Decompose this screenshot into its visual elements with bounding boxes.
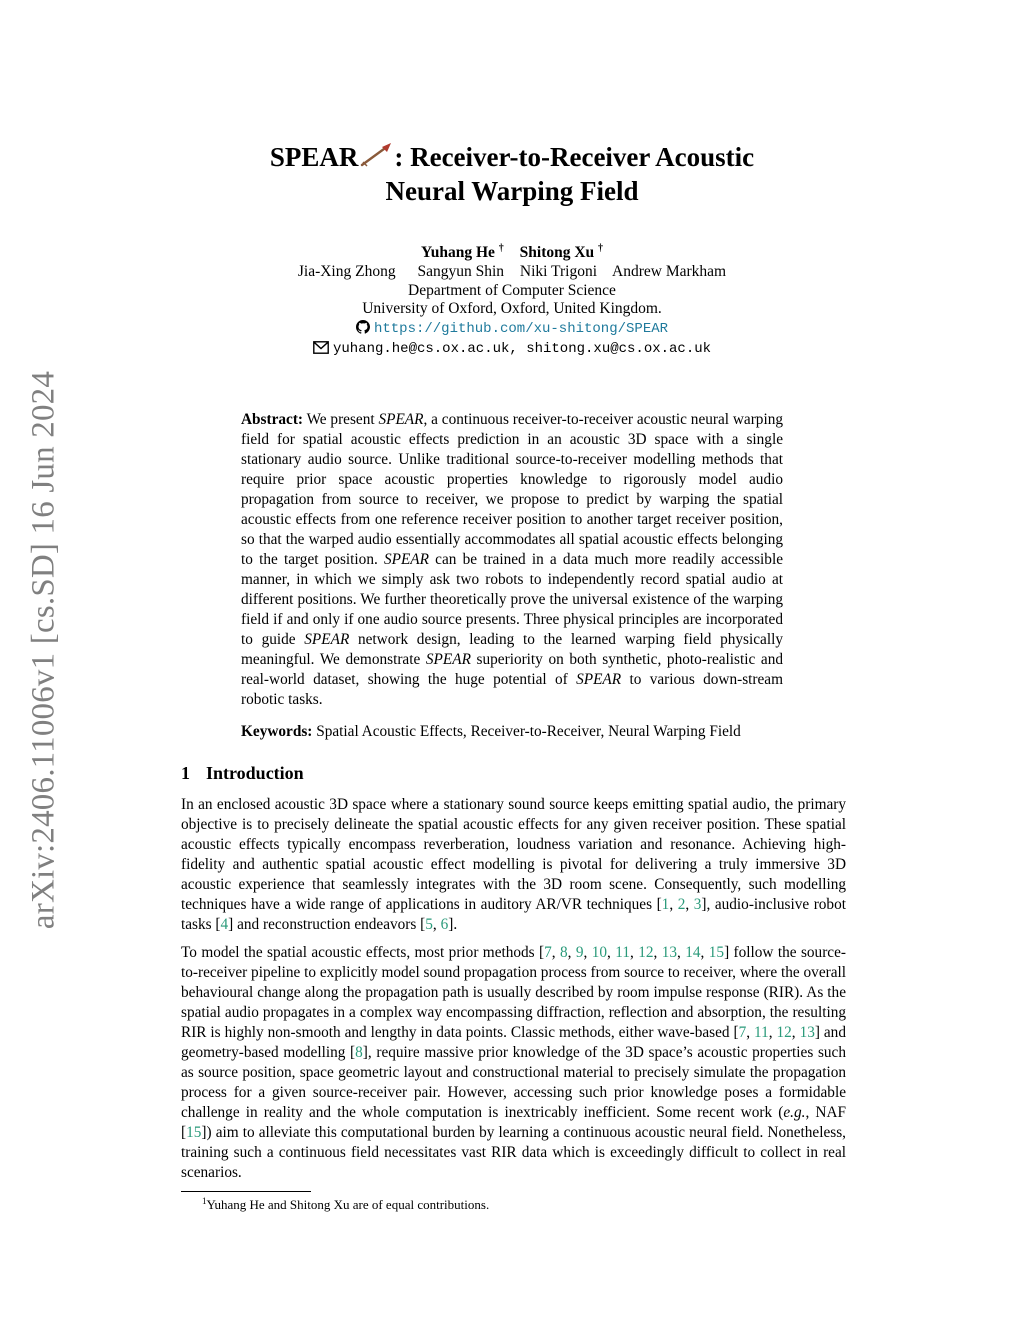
citation[interactable]: 15 bbox=[708, 944, 725, 961]
citation[interactable]: 1 bbox=[661, 896, 670, 913]
dagger-1: † bbox=[498, 243, 504, 254]
keywords-label: Keywords: bbox=[241, 723, 313, 740]
intro-paragraph-1: In an enclosed acoustic 3D space where a stationary sound source keeps emitting spatial audio, the primary objective is to precisely delineate the spatial acoustic effects for any given receiver position. These spatial acoustic effects typically encompass reverberation, loudness variation and resonance. Achieving high-fidelity and authentic spatial acoustic effect modelling is pivotal for delivering a truly immersive 3D acoustic experience that seamlessly integrates with the 3D room scene. Consequently, such modelling techniques have a wide range of applications in auditory AR/VR techniques [1, 2, 3], audio-inclusive robot tasks [4] and reconstruction endeavors [5, 6]. bbox=[181, 796, 846, 933]
section-number: 1 bbox=[181, 763, 190, 783]
footnote-text: Yuhang He and Shitong Xu are of equal contributions. bbox=[206, 1197, 490, 1212]
text-segment: , NAF [ bbox=[181, 1104, 847, 1141]
abstract-segment: We present bbox=[303, 411, 379, 428]
abstract bbox=[241, 410, 783, 742]
citation[interactable]: 6 bbox=[440, 916, 449, 933]
university: University of Oxford, Oxford, United Kingdom. bbox=[362, 300, 662, 318]
github-link[interactable]: https://github.com/xu-shitong/SPEAR bbox=[373, 321, 669, 338]
citation[interactable]: 11 bbox=[615, 944, 630, 961]
citation[interactable]: 12 bbox=[776, 1024, 792, 1041]
abstract-segment: to various down-stream robotic tasks. bbox=[241, 671, 783, 708]
citation[interactable]: 7 bbox=[738, 1024, 747, 1041]
section-title: Introduction bbox=[206, 763, 304, 783]
envelope-icon bbox=[313, 341, 329, 354]
citation[interactable]: 13 bbox=[661, 944, 678, 961]
text-segment: ], require massive prior knowledge of the 3D space’s acoustic properties such as source position, space geometric layout and constructional material to precisely simulate the propagation process for a given source-receiver pair. However, accessing such prior knowledge poses a formidable challenge in reality and the whole computation is inextricably inefficient. Some recent work ( bbox=[181, 1044, 846, 1121]
citation[interactable]: 15 bbox=[186, 1124, 202, 1141]
spear-term: SPEAR bbox=[304, 631, 350, 648]
spear-icon bbox=[358, 142, 394, 168]
spear-term: SPEAR bbox=[576, 671, 622, 688]
citation[interactable]: 5 bbox=[425, 916, 433, 933]
text-segment: ]. bbox=[448, 916, 458, 933]
citation[interactable]: 12 bbox=[638, 944, 654, 961]
spear-term: SPEAR bbox=[425, 651, 471, 668]
text-segment: In an enclosed acoustic 3D space where a stationary sound source keeps emitting spatial audio, the primary objective is to precisely delineate the spatial acoustic effects for any given receiver position. These spatial acoustic effects typically encompass reverberation, loudness variation and resonance. Achieving high-fidelity and authentic spatial acoustic effect modelling is pivotal for delivering a truly immersive 3D acoustic experience that seamlessly integrates with the 3D room scene. Consequently, such modelling techniques have a wide range of applications in auditory AR/VR techniques [ bbox=[181, 796, 846, 913]
spear-term: SPEAR bbox=[378, 411, 424, 428]
footnote-rule bbox=[181, 1191, 311, 1192]
section-heading bbox=[181, 763, 304, 784]
author-first: Yuhang He bbox=[420, 244, 495, 261]
citation[interactable]: 14 bbox=[685, 944, 701, 961]
text-segment: To model the spatial acoustic effects, most prior methods [ bbox=[181, 944, 545, 961]
footnote-mark: 1 bbox=[202, 1196, 207, 1206]
citation[interactable]: 9 bbox=[575, 944, 584, 961]
title-name: SPEAR bbox=[269, 142, 359, 172]
title-line1: : Receiver-to-Receiver Acoustic bbox=[394, 142, 755, 172]
abstract-label: Abstract: bbox=[241, 411, 304, 428]
citation[interactable]: 8 bbox=[355, 1044, 363, 1061]
paper-title bbox=[0, 140, 1024, 208]
citation[interactable]: 8 bbox=[560, 944, 568, 961]
text-segment: ] and geometry-based modelling [ bbox=[181, 1024, 846, 1061]
author-other: Andrew Markham bbox=[612, 262, 727, 280]
spear-term: SPEAR bbox=[383, 551, 429, 568]
keywords-text: Spatial Acoustic Effects, Receiver-to-Receiver, Neural Warping Field bbox=[312, 723, 741, 740]
abstract-text bbox=[241, 410, 783, 710]
author-second: Shitong Xu bbox=[519, 244, 595, 261]
intro-body bbox=[181, 795, 846, 1183]
intro-paragraph-2: To model the spatial acoustic effects, most prior methods [7, 8, 9, 10, 11, 12, 13, 14, 15] follow the source-to-receiver pipeline to explicitly model sound propagation process from source to receiver, where the overall behavioural change along the propagation path is usually described by room impulse response (RIR). As the spatial audio propagates in a complex way encompassing diffraction, reflection and absorption, the resulting RIR is highly non-smooth and lengthy in data points. Classic methods, either wave-based [7, 11, 12, 13] and geometry-based modelling [8], require massive prior knowledge of the 3D space’s acoustic properties such as source position, space geometric layout and constructional material to precisely simulate the propagation process for a given source-receiver pair. However, accessing such prior knowledge poses a formidable challenge in reality and the whole computation is inextricably inefficient. Some recent work (e.g., NAF [15]) aim to alleviate this computational burden by learning a continuous acoustic neural field. Nonetheless, training such a continuous field necessitates vast RIR data which is exceedingly difficult to collect in real scenarios. bbox=[181, 944, 847, 1181]
citation[interactable]: 4 bbox=[220, 916, 229, 933]
citation[interactable]: 3 bbox=[693, 896, 702, 913]
keywords bbox=[241, 722, 783, 742]
github-icon bbox=[356, 320, 370, 334]
abstract-segment: network design, leading to the learned warping field physically meaningful. We demonstrate bbox=[241, 631, 783, 668]
text-segment: ] and reconstruction endeavors [ bbox=[228, 916, 426, 933]
department: Department of Computer Science bbox=[408, 281, 616, 299]
author-block bbox=[0, 240, 1024, 359]
abstract-segment: can be trained in a data much more readily accessible manner, in which we simply ask two robots to independently record spatial audio at different positions. We further theoretically prove the universal existence of the warping field if and only if one audio source presents. Three physical principles are incorporated to guide bbox=[241, 551, 783, 648]
author-other: Jia-Xing Zhong bbox=[297, 262, 396, 280]
citation[interactable]: 7 bbox=[544, 944, 552, 961]
eg-abbrev: e.g. bbox=[783, 1104, 806, 1121]
author-other: Sangyun Shin bbox=[417, 262, 505, 280]
citation[interactable]: 2 bbox=[677, 896, 686, 913]
citation[interactable]: 11 bbox=[754, 1024, 769, 1041]
citation[interactable]: 10 bbox=[591, 944, 608, 961]
abstract-segment: superiority on both synthetic, photo-realistic and real-world dataset, showing the huge potential of bbox=[241, 651, 783, 688]
dagger-2: † bbox=[598, 243, 604, 254]
text-segment: ], audio-inclusive robot tasks [ bbox=[181, 896, 846, 933]
author-other: Niki Trigoni bbox=[519, 262, 598, 280]
text-segment: ] follow the source-to-receiver pipeline to explicitly model sound propagation process from source to receiver, where the overall behavioural change along the propagation path is usually described by room impulse response (RIR). As the spatial audio propagates in a complex way encompassing diffraction, reflection and absorption, the resulting RIR is highly non-smooth and lengthy in data points. Classic methods, either wave-based [ bbox=[181, 944, 846, 1041]
email-addresses[interactable]: yuhang.he@cs.ox.ac.uk, shitong.xu@cs.ox.ac.uk bbox=[332, 340, 712, 357]
arxiv-identifier: arXiv:2406.11006v1 [cs.SD] 16 Jun 2024 bbox=[25, 370, 62, 930]
footnote bbox=[202, 1196, 489, 1213]
citation[interactable]: 13 bbox=[799, 1024, 815, 1041]
text-segment: ]) aim to alleviate this computational burden by learning a continuous acoustic neural field. Nonetheless, training such a continuous field necessitates vast RIR data which is exceedingly difficult to collect in real scenarios. bbox=[181, 1124, 846, 1181]
title-line2: Neural Warping Field bbox=[385, 176, 639, 206]
abstract-segment: , a continuous receiver-to-receiver acoustic neural warping field for spatial acoustic effects prediction in an acoustic 3D space with a single stationary audio source. Unlike traditional source-to-receiver modelling methods that require prior space acoustic properties knowledge to rigorously model audio propagation from source to receiver, we propose to predict by warping the spatial acoustic effects from one reference receiver position to another target receiver position, so that the warped audio essentially accommodates all spatial acoustic effects belonging to the target position. bbox=[241, 411, 783, 568]
